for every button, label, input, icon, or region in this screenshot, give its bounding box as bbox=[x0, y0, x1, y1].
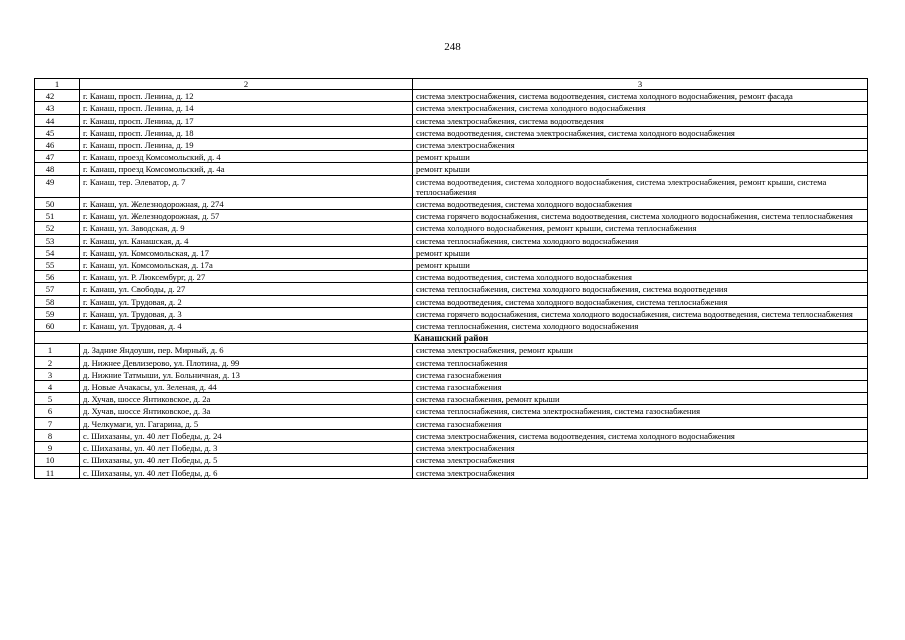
section-title: Канашский район bbox=[35, 332, 868, 344]
column-header-works: 3 bbox=[413, 79, 868, 90]
row-address: с. Шихазаны, ул. 40 лет Победы, д. 3 bbox=[80, 442, 413, 454]
row-address: г. Канаш, ул. Трудовая, д. 4 bbox=[80, 320, 413, 332]
row-works: система электроснабжения bbox=[413, 454, 868, 466]
row-number: 42 bbox=[35, 90, 80, 102]
row-works: система газоснабжения bbox=[413, 368, 868, 380]
row-works: система газоснабжения, ремонт крыши bbox=[413, 393, 868, 405]
row-address: г. Канаш, ул. Р. Люксембург, д. 27 bbox=[80, 271, 413, 283]
table-row bbox=[35, 151, 868, 163]
row-works: ремонт крыши bbox=[413, 151, 868, 163]
row-number: 46 bbox=[35, 139, 80, 151]
row-number: 48 bbox=[35, 163, 80, 175]
row-address: г. Канаш, тер. Элеватор, д. 7 bbox=[80, 175, 413, 197]
row-works: система теплоснабжения bbox=[413, 356, 868, 368]
row-address: г. Канаш, просп. Ленина, д. 19 bbox=[80, 139, 413, 151]
row-address: г. Канаш, просп. Ленина, д. 12 bbox=[80, 90, 413, 102]
table-row bbox=[35, 210, 868, 222]
row-works: система теплоснабжения, система холодного водоснабжения bbox=[413, 234, 868, 246]
row-works: система газоснабжения bbox=[413, 381, 868, 393]
row-address: г. Канаш, ул. Железнодорожная, д. 57 bbox=[80, 210, 413, 222]
table-body bbox=[35, 79, 868, 479]
row-address: с. Шихазаны, ул. 40 лет Победы, д. 5 bbox=[80, 454, 413, 466]
row-number: 52 bbox=[35, 222, 80, 234]
row-address: д. Челкумаги, ул. Гагарина, д. 5 bbox=[80, 417, 413, 429]
row-works: ремонт крыши bbox=[413, 163, 868, 175]
row-number: 5 bbox=[35, 393, 80, 405]
row-number: 59 bbox=[35, 307, 80, 319]
row-number: 45 bbox=[35, 126, 80, 138]
row-address: г. Канаш, ул. Трудовая, д. 3 bbox=[80, 307, 413, 319]
row-address: г. Канаш, ул. Комсомольская, д. 17 bbox=[80, 246, 413, 258]
row-works: система горячего водоснабжения, система водоотведения, система холодного водоснабжения, система теплоснабжения bbox=[413, 210, 868, 222]
row-address: г. Канаш, ул. Свободы, д. 27 bbox=[80, 283, 413, 295]
row-address: г. Канаш, просп. Ленина, д. 18 bbox=[80, 126, 413, 138]
row-address: г. Канаш, проезд Комсомольский, д. 4 bbox=[80, 151, 413, 163]
table-row bbox=[35, 114, 868, 126]
row-address: г. Канаш, ул. Заводская, д. 9 bbox=[80, 222, 413, 234]
row-address: д. Новые Ачакасы, ул. Зеленая, д. 44 bbox=[80, 381, 413, 393]
table-row bbox=[35, 295, 868, 307]
row-address: д. Хучав, шоссе Янтиковское, д. 3а bbox=[80, 405, 413, 417]
row-works: система теплоснабжения, система электроснабжения, система газоснабжения bbox=[413, 405, 868, 417]
table-row bbox=[35, 454, 868, 466]
table-row bbox=[35, 222, 868, 234]
table-row bbox=[35, 381, 868, 393]
row-works: система водоотведения, система электроснабжения, система холодного водоснабжения bbox=[413, 126, 868, 138]
row-number: 58 bbox=[35, 295, 80, 307]
row-number: 10 bbox=[35, 454, 80, 466]
row-address: г. Канаш, ул. Комсомольская, д. 17а bbox=[80, 259, 413, 271]
table-row bbox=[35, 163, 868, 175]
row-number: 1 bbox=[35, 344, 80, 356]
table-row bbox=[35, 102, 868, 114]
table-row bbox=[35, 283, 868, 295]
row-works: система водоотведения, система холодного водоснабжения, система теплоснабжения bbox=[413, 295, 868, 307]
row-works: система теплоснабжения, система холодного водоснабжения bbox=[413, 320, 868, 332]
table-row bbox=[35, 344, 868, 356]
table-row bbox=[35, 417, 868, 429]
row-works: ремонт крыши bbox=[413, 259, 868, 271]
row-works: система водоотведения, система холодного водоснабжения bbox=[413, 271, 868, 283]
buildings-table bbox=[34, 78, 868, 479]
row-address: д. Нижние Татмыши, ул. Больничная, д. 13 bbox=[80, 368, 413, 380]
table-row bbox=[35, 126, 868, 138]
table-row bbox=[35, 198, 868, 210]
table-row bbox=[35, 405, 868, 417]
table-row bbox=[35, 90, 868, 102]
row-number: 47 bbox=[35, 151, 80, 163]
row-works: система электроснабжения bbox=[413, 466, 868, 478]
table-row bbox=[35, 320, 868, 332]
row-address: г. Канаш, проезд Комсомольский, д. 4а bbox=[80, 163, 413, 175]
row-works: система электроснабжения, система водоотведения, система холодного водоснабжения, ремонт фасада bbox=[413, 90, 868, 102]
table-row bbox=[35, 356, 868, 368]
table-row bbox=[35, 442, 868, 454]
row-number: 54 bbox=[35, 246, 80, 258]
row-number: 53 bbox=[35, 234, 80, 246]
row-number: 2 bbox=[35, 356, 80, 368]
row-number: 57 bbox=[35, 283, 80, 295]
table-row bbox=[35, 271, 868, 283]
row-address: г. Канаш, ул. Железнодорожная, д. 274 bbox=[80, 198, 413, 210]
row-works: система электроснабжения, ремонт крыши bbox=[413, 344, 868, 356]
row-address: д. Задние Яндоуши, пер. Мирный, д. 6 bbox=[80, 344, 413, 356]
row-number: 50 bbox=[35, 198, 80, 210]
row-address: г. Канаш, ул. Трудовая, д. 2 bbox=[80, 295, 413, 307]
row-number: 51 bbox=[35, 210, 80, 222]
row-address: с. Шихазаны, ул. 40 лет Победы, д. 24 bbox=[80, 429, 413, 441]
row-number: 43 bbox=[35, 102, 80, 114]
table-row bbox=[35, 259, 868, 271]
row-works: система электроснабжения, система холодного водоснабжения bbox=[413, 102, 868, 114]
row-address: д. Хучав, шоссе Янтиковское, д. 2а bbox=[80, 393, 413, 405]
table-row bbox=[35, 466, 868, 478]
section-header-row bbox=[35, 332, 868, 344]
row-address: г. Канаш, просп. Ленина, д. 17 bbox=[80, 114, 413, 126]
table-row bbox=[35, 429, 868, 441]
table-row bbox=[35, 246, 868, 258]
row-works: система электроснабжения bbox=[413, 442, 868, 454]
column-header-address: 2 bbox=[80, 79, 413, 90]
row-number: 3 bbox=[35, 368, 80, 380]
row-works: система теплоснабжения, система холодного водоснабжения, система водоотведения bbox=[413, 283, 868, 295]
row-address: г. Канаш, ул. Канашская, д. 4 bbox=[80, 234, 413, 246]
row-number: 8 bbox=[35, 429, 80, 441]
row-works: система горячего водоснабжения, система холодного водоснабжения, система водоотведения, система теплоснабжения bbox=[413, 307, 868, 319]
row-address: д. Нижнее Девлизерово, ул. Плотина, д. 99 bbox=[80, 356, 413, 368]
row-works: система холодного водоснабжения, ремонт крыши, система теплоснабжения bbox=[413, 222, 868, 234]
row-number: 49 bbox=[35, 175, 80, 197]
table-row bbox=[35, 393, 868, 405]
row-works: система водоотведения, система холодного водоснабжения bbox=[413, 198, 868, 210]
row-number: 44 bbox=[35, 114, 80, 126]
table-row bbox=[35, 307, 868, 319]
row-address: г. Канаш, просп. Ленина, д. 14 bbox=[80, 102, 413, 114]
column-header-number: 1 bbox=[35, 79, 80, 90]
row-works: система газоснабжения bbox=[413, 417, 868, 429]
row-works: система водоотведения, система холодного водоснабжения, система электроснабжения, ремонт крыши, система теплоснабжения bbox=[413, 175, 868, 197]
row-works: система электроснабжения, система водоотведения, система холодного водоснабжения bbox=[413, 429, 868, 441]
column-header-row bbox=[35, 79, 868, 90]
table-row bbox=[35, 234, 868, 246]
row-address: с. Шихазаны, ул. 40 лет Победы, д. 6 bbox=[80, 466, 413, 478]
row-number: 4 bbox=[35, 381, 80, 393]
table-row bbox=[35, 175, 868, 197]
row-number: 60 bbox=[35, 320, 80, 332]
row-number: 55 bbox=[35, 259, 80, 271]
row-works: система электроснабжения, система водоотведения bbox=[413, 114, 868, 126]
page-number: 248 bbox=[444, 41, 461, 53]
row-works: система электроснабжения bbox=[413, 139, 868, 151]
row-number: 56 bbox=[35, 271, 80, 283]
table-row bbox=[35, 368, 868, 380]
table-row bbox=[35, 139, 868, 151]
row-works: ремонт крыши bbox=[413, 246, 868, 258]
row-number: 11 bbox=[35, 466, 80, 478]
row-number: 7 bbox=[35, 417, 80, 429]
row-number: 6 bbox=[35, 405, 80, 417]
row-number: 9 bbox=[35, 442, 80, 454]
